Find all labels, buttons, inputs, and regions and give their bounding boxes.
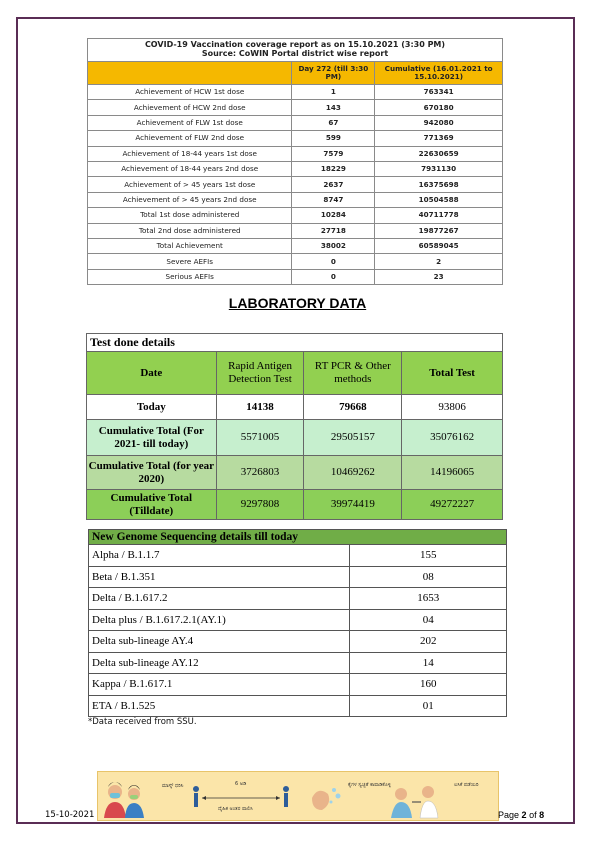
genome-variant: Delta plus / B.1.617.2.1(AY.1): [89, 609, 350, 631]
test-row-rat: 5571005: [216, 420, 304, 456]
banner-seg1-text: ಮಾಸ್ಕ್ ಧರಿಸಿ: [162, 783, 184, 789]
test-header-rtpcr: RT PCR & Other methods: [304, 352, 402, 395]
test-details-table: [86, 333, 503, 520]
test-row-rat: 3726803: [216, 456, 304, 490]
test-caption: Test done details: [87, 334, 503, 352]
footer-date: 15-10-2021: [45, 810, 95, 820]
vaccination-row-label: Achievement of HCW 2nd dose: [88, 100, 292, 115]
vaccination-row-cumulative: 771369: [375, 131, 503, 146]
test-header-date: Date: [87, 352, 217, 395]
vaccination-row-day: 27718: [292, 223, 375, 238]
vaccination-row-label: Achievement of HCW 1st dose: [88, 85, 292, 100]
vaccination-row-label: Achievement of > 45 years 2nd dose: [88, 192, 292, 207]
vaccination-row: [88, 85, 503, 100]
banner-seg2-top: 6 ಅಡಿ: [235, 781, 247, 787]
vaccination-row: [88, 238, 503, 253]
awareness-banner: [97, 771, 499, 821]
test-row-rtpcr: 79668: [304, 395, 402, 420]
vaccine-icon: [391, 786, 438, 818]
test-header-total: Total Test: [402, 352, 503, 395]
vaccination-row-cumulative: 2: [375, 254, 503, 269]
vaccination-row-label: Achievement of FLW 1st dose: [88, 115, 292, 130]
handwash-icon: [312, 788, 341, 810]
genome-count: 04: [350, 609, 507, 631]
test-row-total: 35076162: [402, 420, 503, 456]
test-row-rtpcr: 29505157: [304, 420, 402, 456]
vaccination-row-day: 38002: [292, 238, 375, 253]
vaccination-row: [88, 223, 503, 238]
vaccination-row-cumulative: 23: [375, 269, 503, 284]
vaccination-row-day: 2637: [292, 177, 375, 192]
vaccination-row-cumulative: 7931130: [375, 161, 503, 176]
test-row-label: Cumulative Total (for year 2020): [87, 456, 217, 490]
vaccination-row-cumulative: 22630659: [375, 146, 503, 161]
vaccination-row-label: Achievement of 18-44 years 1st dose: [88, 146, 292, 161]
vaccination-row-day: 67: [292, 115, 375, 130]
vaccination-row-cumulative: 10504588: [375, 192, 503, 207]
vaccination-row-day: 0: [292, 269, 375, 284]
vaccination-row-cumulative: 19877267: [375, 223, 503, 238]
vaccination-row-day: 8747: [292, 192, 375, 207]
vaccination-row-label: Achievement of > 45 years 1st dose: [88, 177, 292, 192]
vaccination-row: [88, 100, 503, 115]
vaccination-row-cumulative: 763341: [375, 85, 503, 100]
vaccination-title-line1: COVID-19 Vaccination coverage report as on 15.10.2021 (3:30 PM): [144, 40, 446, 50]
genome-count: 01: [350, 695, 507, 717]
vaccination-row: [88, 146, 503, 161]
vaccination-row: [88, 192, 503, 207]
vaccination-row-label: Serious AEFIs: [88, 269, 292, 284]
vaccination-row-cumulative: 942080: [375, 115, 503, 130]
page-of: of: [529, 810, 537, 820]
vaccination-title-line2: Source: CoWIN Portal district wise report: [201, 49, 389, 58]
test-row-total: 14196065: [402, 456, 503, 490]
vaccination-header-cumulative: Cumulative (16.01.2021 to 15.10.2021): [375, 62, 503, 85]
test-row-rat: 9297808: [216, 490, 304, 520]
genome-count: 14: [350, 652, 507, 674]
vaccination-row-day: 10284: [292, 208, 375, 223]
test-row-rat: 14138: [216, 395, 304, 420]
genome-count: 160: [350, 674, 507, 696]
test-row-rtpcr: 10469262: [304, 456, 402, 490]
laboratory-heading: LABORATORY DATA: [228, 295, 367, 311]
vaccination-row-label: Total Achievement: [88, 238, 292, 253]
genome-variant: Delta sub-lineage AY.12: [89, 652, 350, 674]
genome-row: [89, 609, 507, 631]
vaccination-row-day: 143: [292, 100, 375, 115]
test-row: [87, 395, 503, 420]
test-row-rtpcr: 39974419: [304, 490, 402, 520]
test-row-label: Cumulative Total (For 2021- till today): [87, 420, 217, 456]
genome-row: [89, 631, 507, 653]
vaccination-header-blank: [88, 62, 292, 85]
genome-caption: New Genome Sequencing details till today: [89, 530, 507, 545]
page-number: [498, 810, 544, 820]
vaccination-row: [88, 269, 503, 284]
genome-row: [89, 588, 507, 610]
vaccination-row-label: Achievement of FLW 2nd dose: [88, 131, 292, 146]
test-row: [87, 490, 503, 520]
social-distance-icon: [193, 786, 289, 807]
page-current: 2: [521, 810, 527, 820]
banner-seg3-text: ಕೈಗಳ ಸ್ವಚ್ಛತೆ ಕಾಪಾಡಿಕೊಳ್ಳಿ: [348, 782, 391, 788]
banner-art: [98, 772, 498, 820]
genome-count: 08: [350, 566, 507, 588]
genome-variant: Beta / B.1.351: [89, 566, 350, 588]
vaccination-row-label: Severe AEFIs: [88, 254, 292, 269]
genome-row: [89, 652, 507, 674]
vaccination-row-cumulative: 16375698: [375, 177, 503, 192]
vaccination-row-day: 1: [292, 85, 375, 100]
vaccination-row-label: Achievement of 18-44 years 2nd dose: [88, 161, 292, 176]
test-caption-row: [87, 334, 503, 352]
test-row: [87, 420, 503, 456]
genome-variant: Kappa / B.1.617.1: [89, 674, 350, 696]
banner-seg4-text: ಲಸಿಕೆ ಪಡೆಯಿರಿ: [454, 782, 479, 788]
vaccination-row-day: 599: [292, 131, 375, 146]
test-row-label: Cumulative Total (Tilldate): [87, 490, 217, 520]
genome-count: 202: [350, 631, 507, 653]
test-row-label: Today: [87, 395, 217, 420]
genome-count: 1653: [350, 588, 507, 610]
test-row: [87, 456, 503, 490]
vaccination-row: [88, 177, 503, 192]
genome-row: [89, 674, 507, 696]
page-prefix: Page: [498, 810, 520, 820]
genome-variant: Delta / B.1.617.2: [89, 588, 350, 610]
genome-row: [89, 566, 507, 588]
genome-variant: ETA / B.1.525: [89, 695, 350, 717]
test-header-row: [87, 352, 503, 395]
vaccination-row: [88, 208, 503, 223]
genome-variant: Alpha / B.1.1.7: [89, 545, 350, 567]
genome-count: 155: [350, 545, 507, 567]
genome-variant: Delta sub-lineage AY.4: [89, 631, 350, 653]
genome-row: [89, 545, 507, 567]
vaccination-row-label: Total 1st dose administered: [88, 208, 292, 223]
vaccination-row-cumulative: 60589045: [375, 238, 503, 253]
vaccination-row-day: 0: [292, 254, 375, 269]
vaccination-row: [88, 115, 503, 130]
data-source-note: *Data received from SSU.: [88, 717, 197, 727]
mask-people-icon: [104, 782, 144, 818]
vaccination-row: [88, 161, 503, 176]
test-row-total: 49272227: [402, 490, 503, 520]
test-header-rat: Rapid Antigen Detection Test: [216, 352, 304, 395]
vaccination-row-cumulative: 670180: [375, 100, 503, 115]
vaccination-row-day: 7579: [292, 146, 375, 161]
genome-caption-row: [89, 530, 507, 545]
vaccination-header-day: Day 272 (till 3:30 PM): [292, 62, 375, 85]
vaccination-row: [88, 254, 503, 269]
vaccination-title: [88, 39, 503, 62]
page-total: 8: [539, 810, 545, 820]
banner-seg2-bottom: ದೈಹಿಕ ಅಂತರ ಪಾಲಿಸಿ: [218, 806, 253, 812]
vaccination-row: [88, 131, 503, 146]
vaccination-row-cumulative: 40711778: [375, 208, 503, 223]
vaccination-row-day: 18229: [292, 161, 375, 176]
genome-row: [89, 695, 507, 717]
genome-table: [88, 529, 507, 717]
test-row-total: 93806: [402, 395, 503, 420]
vaccination-table: [87, 38, 503, 285]
vaccination-title-row: [88, 39, 503, 62]
vaccination-header-row: [88, 62, 503, 85]
vaccination-row-label: Total 2nd dose administered: [88, 223, 292, 238]
